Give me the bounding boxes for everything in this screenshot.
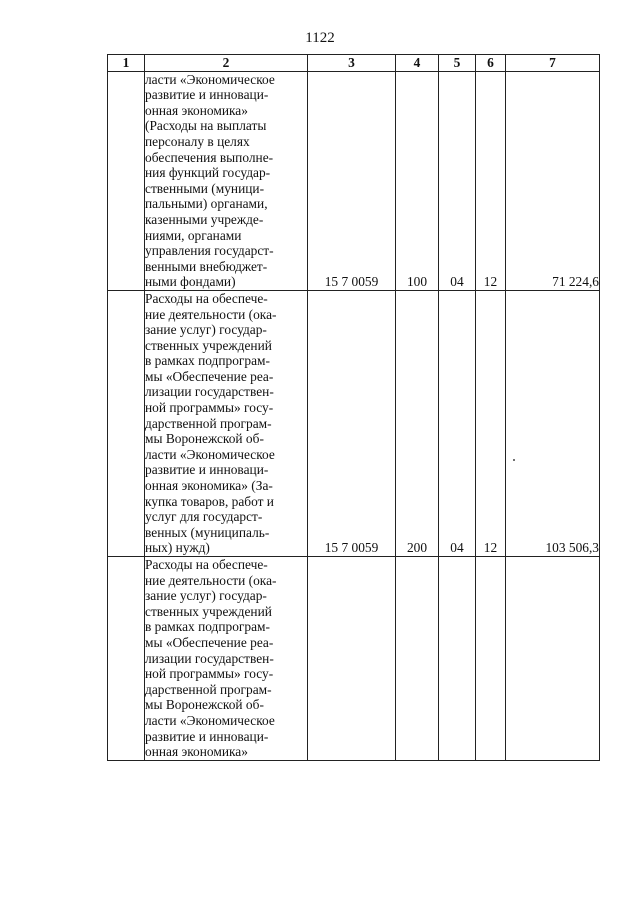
subsection-cell: 12 [476,290,506,556]
column-header: 4 [396,55,439,72]
column-header: 6 [476,55,506,72]
table-row [108,290,600,556]
page-number: 1122 [305,30,335,46]
row-number-cell [108,290,145,556]
subsection-cell: 12 [476,71,506,290]
amount-cell: 103 506,3 [506,290,600,556]
row-number-cell [108,557,145,761]
column-header: 2 [145,55,308,72]
scan-speck [513,459,515,461]
budget-table [107,54,600,761]
subsection-cell [476,557,506,761]
table-row [108,557,600,761]
row-number-cell [108,71,145,290]
target-code-cell [308,557,396,761]
description-cell: Расходы на обеспече- ние деятельности (ока- зание услуг) государ- ственных учреждений в рамках подпрограм- мы «Обеспечение реа- лизации государствен- ной программы» госу- дарственной програм- мы Воронежской об- ласти «Экономическое развитие и инноваци- онная экономика» [145,557,308,761]
target-code-cell: 15 7 0059 [308,290,396,556]
amount-cell [506,557,600,761]
column-header: 5 [439,55,476,72]
description-cell: Расходы на обеспече- ние деятельности (ока- зание услуг) государ- ственных учреждений в рамках подпрограм- мы «Обеспечение реа- лизации государствен- ной программы» госу- дарственной програм- мы Воронежской об- ласти «Экономическое развитие и инноваци- онная экономика» (За- купка товаров, работ и услуг для государст- венных (муниципаль- ных) нужд) [145,290,308,556]
column-header: 1 [108,55,145,72]
section-cell: 04 [439,290,476,556]
column-header: 3 [308,55,396,72]
header-row [108,55,600,72]
target-code-cell: 15 7 0059 [308,71,396,290]
column-header: 7 [506,55,600,72]
section-cell: 04 [439,71,476,290]
section-cell [439,557,476,761]
table-row [108,71,600,290]
description-cell: ласти «Экономическое развитие и инноваци- онная экономика» (Расходы на выплаты персоналу в целях обеспечения выполне- ния функций государ- ственными (муници- пальными) органами, казенными учрежде- ниями, органами управления государст- венными внебюджет- ными фондами) [145,71,308,290]
expense-type-cell: 100 [396,71,439,290]
amount-cell: 71 224,6 [506,71,600,290]
expense-type-cell: 200 [396,290,439,556]
expense-type-cell [396,557,439,761]
